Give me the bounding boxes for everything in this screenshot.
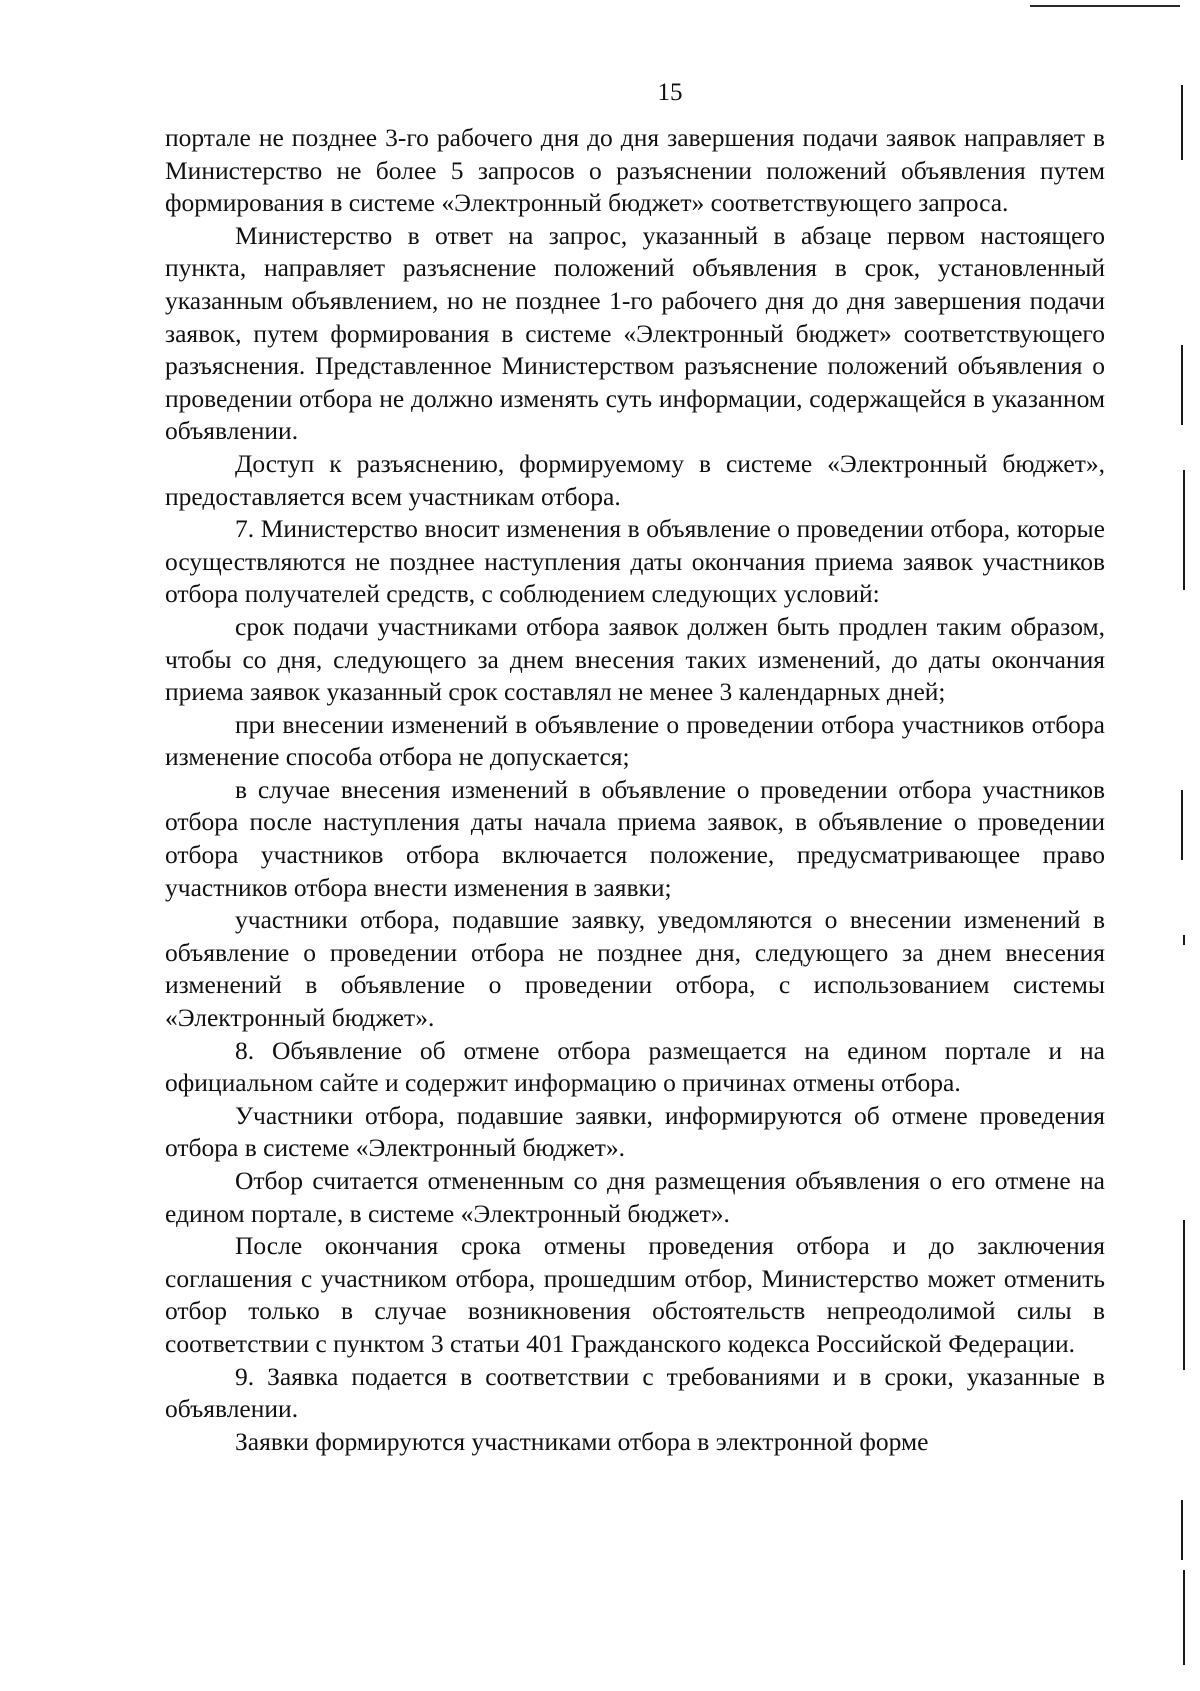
scan-edge-mark <box>1181 85 1183 160</box>
scan-edge-mark <box>1181 1500 1183 1560</box>
paragraph: Министерство в ответ на запрос, указанный в абзаце первом настоящего пункта, направляет разъяснение положений объявления в срок, установленный указанным объявлением, но не позднее 1-го рабочего дня до дня завершения подачи заявок, путем формирования в системе «Электронный бюджет» соответствующего разъяснения. Представленное Министерством разъяснение положений объявления о проведении отбора не должно изменять суть информации, содержащейся в указанном объявлении. <box>165 220 1105 446</box>
scan-edge-mark <box>1183 1220 1185 1370</box>
paragraph: портале не позднее 3-го рабочего дня до дня завершения подачи заявок направляет в Министерство не более 5 запросов о разъяснении положений объявления путем формирования в системе «Электронный бюджет» соответствующего запроса. <box>165 123 1105 218</box>
paragraph: 7. Министерство вносит изменения в объявление о проведении отбора, которые осуществляются не позднее наступления даты окончания приема заявок участников отбора получателей средств, с соблюдением следующих условий: <box>165 514 1105 609</box>
scan-edge-mark <box>1181 345 1183 425</box>
page-number: 15 <box>657 79 683 106</box>
paragraph: участники отбора, подавшие заявку, уведомляются о внесении изменений в объявление о проведении отбора не позднее дня, следующего за днем внесения изменений в объявление о проведении отбора, с использованием системы «Электронный бюджет». <box>165 905 1105 1033</box>
paragraph: Доступ к разъяснению, формируемому в системе «Электронный бюджет», предоставляется всем участникам отбора. <box>165 448 1105 511</box>
paragraph: После окончания срока отмены проведения отбора и до заключения соглашения с участником отбора, прошедшим отбор, Министерство может отменить отбор только в случае возникновения обстоятельств непреодолимой силы в соответствии с пунктом 3 статьи 401 Гражданского кодекса Российской Федерации. <box>165 1231 1105 1358</box>
paragraph: 9. Заявка подается в соответствии с требованиями и в сроки, указанные в объявлении. <box>165 1361 1105 1424</box>
scan-edge-mark <box>1181 790 1183 860</box>
scan-edge-mark <box>1183 935 1185 945</box>
paragraph: срок подачи участниками отбора заявок должен быть продлен таким образом, чтобы со дня, следующего за днем внесения таких изменений, до даты окончания приема заявок указанный срок составлял не менее 3 календарных дней; <box>165 611 1105 707</box>
scan-edge-mark <box>1183 1570 1185 1665</box>
paragraph: 8. Объявление об отмене отбора размещается на едином портале и на официальном сайте и содержит информацию о причинах отмены отбора. <box>165 1035 1105 1098</box>
document-body <box>165 122 1105 1458</box>
paragraph: Отбор считается отмененным со дня размещения объявления о его отмене на едином портале, в системе «Электронный бюджет». <box>165 1166 1105 1228</box>
paragraph: Заявки формируются участниками отбора в электронной форме <box>235 1426 929 1456</box>
scan-edge-mark <box>1183 470 1185 590</box>
paragraph: при внесении изменений в объявление о проведении отбора участников отбора изменение способа отбора не допускается; <box>165 709 1105 772</box>
paragraph: Участники отбора, подавшие заявки, информируются об отмене проведения отбора в системе «Электронный бюджет». <box>165 1100 1105 1163</box>
scan-artifact-top-line <box>1030 5 1180 7</box>
paragraph: в случае внесения изменений в объявление о проведении отбора участников отбора после наступления даты начала приема заявок, в объявление о проведении отбора участников отбора включается положение, предусматривающее право участников отбора внести изменения в заявки; <box>165 774 1105 902</box>
